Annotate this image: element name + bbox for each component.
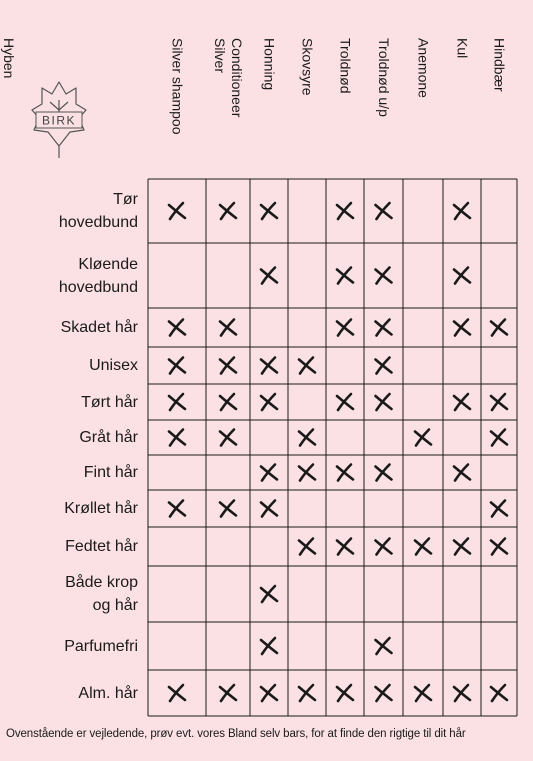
check-mark — [454, 685, 470, 701]
row-label: Alm. hår — [78, 684, 138, 702]
check-mark — [491, 394, 507, 410]
birk-logo — [30, 80, 88, 160]
check-mark — [169, 203, 185, 219]
check-mark — [261, 586, 277, 602]
check-mark — [337, 394, 353, 410]
check-mark — [491, 539, 507, 555]
column-header: Troldnød u/p — [376, 38, 392, 117]
row-label: Krøllet hår — [64, 500, 138, 517]
check-mark — [169, 685, 185, 701]
row-label: Fint hår — [83, 464, 138, 481]
check-mark — [261, 638, 277, 654]
check-mark — [220, 358, 236, 374]
check-mark — [454, 203, 470, 219]
row-label: Skadet hår — [60, 319, 138, 336]
check-mark — [169, 501, 185, 517]
logo-text: BIRK — [41, 113, 77, 128]
check-mark — [337, 539, 353, 555]
column-header: Kul — [454, 38, 471, 59]
check-mark — [220, 320, 236, 336]
check-mark — [261, 685, 277, 701]
column-header: Skovsyre — [299, 38, 316, 96]
check-mark — [337, 320, 353, 336]
check-mark — [491, 320, 507, 336]
check-mark — [169, 320, 185, 336]
footer-note: Ovenstående er vejledende, prøv evt. vores Bland selv bars, for at finde den rigtige til dit hår — [6, 728, 466, 740]
column-header: Hindbær — [491, 38, 508, 92]
page-top-edge — [0, 0, 533, 2]
check-mark — [376, 203, 392, 219]
row-label: Tørt hår — [81, 393, 138, 411]
column-header: Honning — [261, 38, 278, 91]
check-mark — [337, 203, 353, 219]
check-mark — [376, 685, 392, 701]
check-mark — [415, 685, 431, 701]
check-mark — [454, 539, 470, 555]
check-mark — [454, 268, 470, 284]
check-mark — [376, 539, 392, 555]
check-mark — [491, 501, 507, 517]
page-bottom-edge — [0, 757, 533, 761]
column-header: Troldnød — [337, 38, 354, 94]
check-mark — [220, 203, 236, 219]
row-label: Fedtet hår — [65, 538, 138, 555]
check-mark — [454, 465, 470, 481]
check-mark — [376, 394, 392, 410]
row-label: Unisex — [89, 357, 138, 374]
check-mark — [299, 430, 315, 446]
column-header: Silver shampoo — [169, 38, 186, 135]
check-mark — [376, 320, 392, 336]
check-mark — [261, 465, 277, 481]
row-label: Kløende hovedbund — [58, 255, 138, 296]
check-mark — [376, 638, 392, 654]
row-label: Tør hovedbund — [58, 191, 138, 231]
check-mark — [220, 685, 236, 701]
check-mark — [337, 685, 353, 701]
check-mark — [415, 539, 431, 555]
check-mark — [169, 430, 185, 446]
column-header: Hyben — [1, 38, 17, 79]
check-mark — [454, 394, 470, 410]
check-mark — [299, 539, 315, 555]
row-label: Parfumefri — [64, 637, 138, 655]
row-label: Gråt hår — [79, 429, 138, 446]
check-mark — [169, 358, 185, 374]
check-mark — [337, 268, 353, 284]
check-mark — [261, 501, 277, 517]
check-mark — [299, 465, 315, 481]
check-mark — [415, 430, 431, 446]
check-mark — [454, 320, 470, 336]
check-mark — [220, 501, 236, 517]
check-mark — [376, 268, 392, 284]
check-mark — [299, 358, 315, 374]
check-mark — [376, 465, 392, 481]
check-mark — [337, 465, 353, 481]
row-label: Både krop og hår — [65, 574, 138, 614]
check-mark — [491, 430, 507, 446]
check-mark — [299, 685, 315, 701]
check-mark — [491, 685, 507, 701]
check-mark — [169, 394, 185, 410]
check-mark — [220, 430, 236, 446]
column-header: Anemone — [415, 38, 432, 98]
check-mark — [220, 394, 236, 410]
column-header: Conditioneer Silver — [212, 38, 245, 118]
check-mark — [376, 358, 392, 374]
check-mark — [261, 268, 277, 284]
check-mark — [261, 203, 277, 219]
check-mark — [261, 394, 277, 410]
check-mark — [261, 358, 277, 374]
